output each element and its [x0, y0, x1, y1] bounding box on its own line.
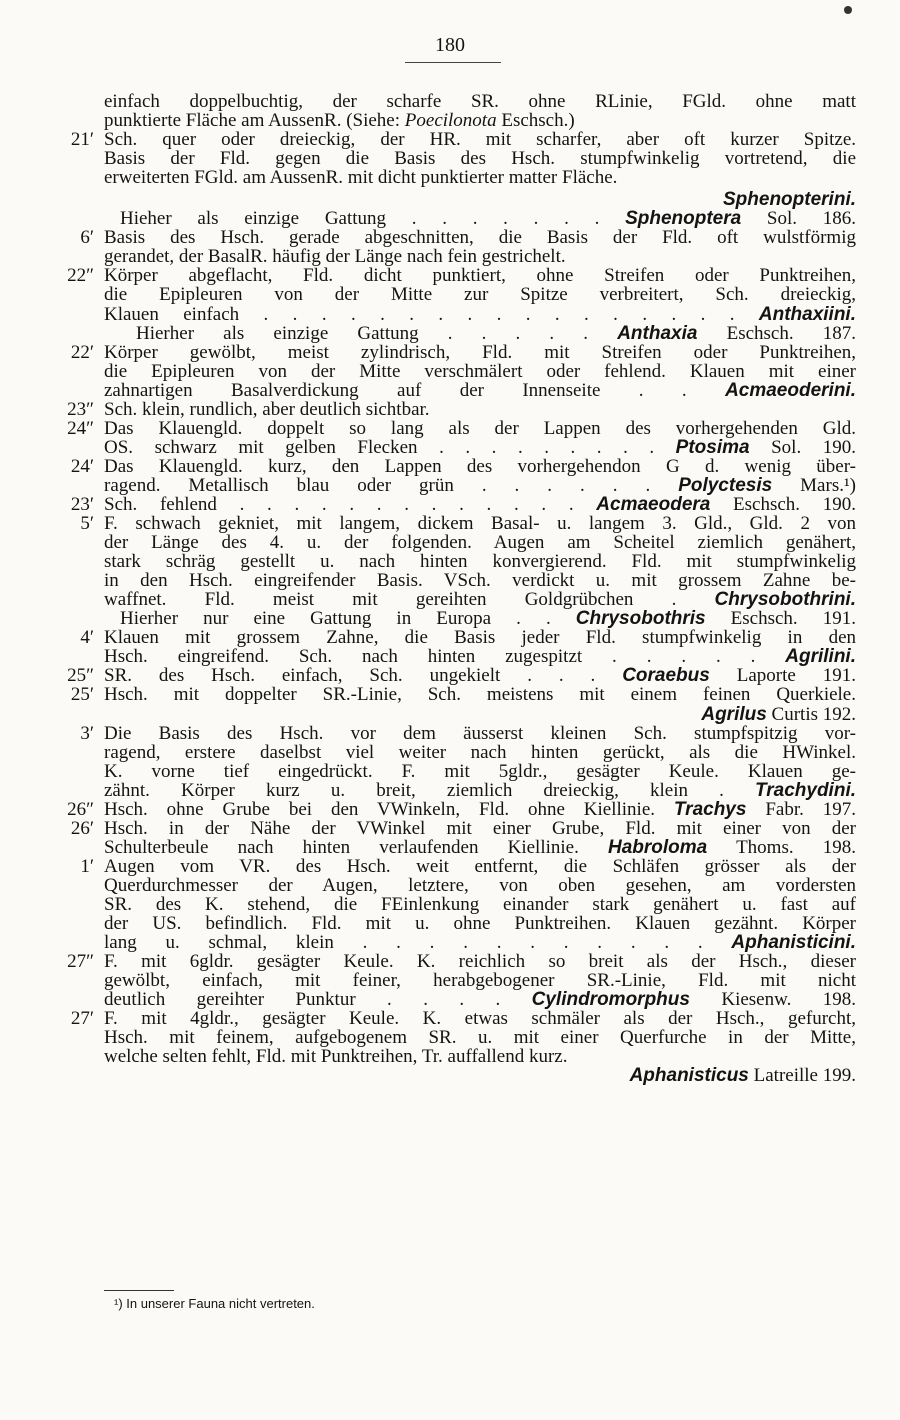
line-text [104, 92, 856, 111]
couplet-number: 5′ [80, 513, 94, 535]
text-segment: F. mit 6gldr. gesägter Keule. K. reichlich so breit als der Hsch., dieser [104, 951, 856, 973]
taxon-name: Aphanisticini. [731, 932, 856, 954]
text-segment: Fabr. 197. [746, 798, 856, 820]
line-text [104, 285, 856, 304]
text-line [0, 762, 900, 781]
text-segment: Hsch. mit doppelter SR.-Linie, Sch. meistens mit einem feinen Querkiele. [104, 684, 856, 706]
text-segment: Latreille 199. [748, 1065, 856, 1087]
line-text [136, 324, 856, 343]
line-text [104, 876, 856, 895]
text-line [0, 149, 900, 168]
text-segment: Hsch. in der Nähe der VWinkel mit einer Grube, Fld. mit einer von der [104, 817, 856, 839]
line-text [104, 111, 856, 130]
line-text [104, 1047, 856, 1066]
text-line [0, 168, 900, 187]
text-line [0, 724, 900, 743]
text-line [0, 92, 900, 111]
line-text [104, 552, 856, 571]
line-text [104, 362, 856, 381]
text-segment: Sol. 186. [741, 208, 856, 230]
taxon-name: Acmaeoderini. [725, 379, 856, 401]
text-segment: Mars.¹) [772, 474, 856, 496]
text-line [0, 800, 900, 819]
text-line [0, 533, 900, 552]
text-segment: Augen vom VR. des Hsch. weit entfernt, die Schläfen grösser als der [104, 855, 856, 877]
text-line [0, 590, 900, 609]
text-line [0, 266, 900, 285]
line-text [104, 1066, 856, 1085]
text-line [0, 1047, 900, 1066]
taxon-name: Anthaxiini. [758, 303, 856, 325]
line-text [104, 266, 856, 285]
text-line [0, 705, 900, 724]
couplet-number: 27″ [67, 951, 94, 973]
line-text [104, 514, 856, 533]
text-segment: gerandet, der BasalR. häufig der Länge nach fein gestrichelt. [104, 246, 566, 268]
line-text [104, 857, 856, 876]
text-segment: Hsch. mit feinem, aufgebogenem SR. u. mit einer Querfurche in der Mitte, [104, 1027, 856, 1049]
line-text [104, 724, 856, 743]
text-segment: Sol. 190. [749, 436, 856, 458]
taxon-name: Coraebus [622, 665, 710, 687]
line-text [104, 305, 856, 324]
line-text [104, 419, 856, 438]
text-line [0, 457, 900, 476]
text-segment: Klauen mit grossem Zahne, die Basis jeder Fld. stumpfwinkelig in den [104, 627, 856, 649]
couplet-number: 26″ [67, 798, 94, 820]
text-line [0, 209, 900, 228]
text-line [0, 400, 900, 419]
text-segment: Hsch. eingreifend. Sch. nach hinten zugespitzt . . . . . [104, 646, 786, 668]
line-text [104, 743, 856, 762]
text-line [0, 857, 900, 876]
text-segment: ragend, erstere daselbst viel weiter nach hinten gerückt, als die HWinkel. [104, 741, 856, 763]
text-line [0, 666, 900, 685]
text-line [0, 819, 900, 838]
text-line [0, 609, 900, 628]
couplet-number: 24′ [70, 455, 94, 477]
text-line [0, 476, 900, 495]
line-text [104, 838, 856, 857]
taxon-name: Agrilus [701, 703, 767, 725]
text-segment: zähnt. Körper kurz u. breit, ziemlich dreieckig, klein . [104, 779, 755, 801]
text-line [0, 647, 900, 666]
taxon-name: Chrysobothrini. [714, 589, 856, 611]
text-segment: deutlich gereihter Punktur . . . . [104, 989, 532, 1011]
line-text [104, 247, 856, 266]
taxon-name: Chrysobothris [575, 608, 706, 630]
line-text [104, 1028, 856, 1047]
text-segment: punktierte Fläche am AussenR. (Siehe: [104, 110, 405, 132]
line-text [104, 168, 856, 187]
key-entries [0, 92, 900, 1085]
couplet-number: 23″ [67, 398, 94, 420]
couplet-number: 1′ [80, 855, 94, 877]
taxon-name: Trachydini. [754, 779, 856, 801]
text-segment: ragend. Metallisch blau oder grün . . . . . . [104, 474, 679, 496]
text-segment: Hsch. ohne Grube bei den VWinkeln, Fld. ohne Kiellinie. [104, 798, 674, 820]
page-number: 180 [435, 34, 465, 56]
text-line [0, 495, 900, 514]
line-text [104, 914, 856, 933]
text-segment: welche selten fehlt, Fld. mit Punktreihen, Tr. auffallend kurz. [104, 1046, 568, 1068]
text-segment: zahnartigen Basalverdickung auf der Innenseite . . [104, 379, 726, 401]
text-line [0, 190, 900, 209]
footnote: ¹) In unserer Fauna nicht vertreten. [114, 1296, 315, 1311]
couplet-number: 27′ [70, 1008, 94, 1030]
taxon-name: Sphenoptera [625, 208, 742, 230]
text-line [0, 419, 900, 438]
line-text [104, 149, 856, 168]
text-segment: Hierher als einzige Gattung . . . . . [136, 322, 618, 344]
line-text [104, 228, 856, 247]
taxon-name: Sphenopterini. [723, 189, 856, 211]
line-text [104, 343, 856, 362]
taxon-name: Ptosima [675, 436, 750, 458]
text-line [0, 971, 900, 990]
text-segment: Eschsch. 191. [705, 608, 856, 630]
text-segment: der US. befindlich. Fld. mit u. ohne Punktreihen. Klauen gezähnt. Körper [104, 913, 856, 935]
ink-speck [844, 6, 852, 14]
line-text [104, 457, 856, 476]
text-segment: Das Klauengld. doppelt so lang als der Lappen des vorhergehenden Gld. [104, 417, 856, 439]
line-text [104, 952, 856, 971]
text-segment: lang u. schmal, klein . . . . . . . . . . . [104, 932, 732, 954]
line-text [120, 209, 856, 228]
couplet-number: 3′ [80, 722, 94, 744]
text-line [0, 933, 900, 952]
text-segment: Körper gewölbt, meist zylindrisch, Fld. mit Streifen oder Punktreihen, [104, 341, 856, 363]
taxon-name: Aphanisticus [629, 1065, 749, 1087]
line-text [120, 609, 856, 628]
line-text [104, 476, 856, 495]
text-line [0, 895, 900, 914]
text-segment: K. vorne tief eingedrückt. F. mit 5gldr., gesägter Keule. Klauen ge- [104, 760, 856, 782]
taxon-name: Polyctesis [678, 474, 773, 496]
couplet-number: 25′ [70, 684, 94, 706]
taxon-name: Cylindromorphus [531, 989, 690, 1011]
couplet-number: 25″ [67, 665, 94, 687]
text-segment: Körper abgeflacht, Fld. dicht punktiert, ohne Streifen oder Punktreihen, [104, 265, 856, 287]
text-segment: F. schwach gekniet, mit langem, dickem Basal- u. langem 3. Gld., Gld. 2 von [104, 513, 856, 535]
text-segment: waffnet. Fld. meist mit gereihten Goldgrübchen . [104, 589, 715, 611]
text-segment: SR. des K. stehend, die FEinlenkung einander stark genähert u. fast auf [104, 893, 856, 915]
text-line [0, 1028, 900, 1047]
line-text [104, 971, 856, 990]
couplet-number: 22′ [70, 341, 94, 363]
text-segment: F. mit 4gldr., gesägter Keule. K. etwas schmäler als der Hsch., gefurcht, [104, 1008, 856, 1030]
line-text [104, 647, 856, 666]
text-line [0, 628, 900, 647]
text-segment: Hierher nur eine Gattung in Europa . . [120, 608, 576, 630]
footnote-rule [104, 1290, 174, 1291]
text-line [0, 228, 900, 247]
line-text [104, 533, 856, 552]
text-line [0, 514, 900, 533]
text-line [0, 552, 900, 571]
text-line [0, 343, 900, 362]
text-line [0, 285, 900, 304]
line-text [104, 381, 856, 400]
couplet-number: 23′ [70, 493, 94, 515]
text-segment: gewölbt, einfach, mit feiner, herabgebogener SR.-Linie, Fld. mit nicht [104, 970, 856, 992]
text-segment: Laporte 191. [709, 665, 856, 687]
couplet-number: 6′ [80, 227, 94, 249]
text-segment: in den Hsch. eingreifender Basis. VSch. verdickt u. mit grossem Zahne be- [104, 570, 856, 592]
text-line [0, 685, 900, 704]
line-text [104, 571, 856, 590]
text-line [0, 1066, 900, 1085]
line-text [104, 130, 856, 149]
italic-taxon: Poecilonota [404, 110, 497, 132]
text-segment: stark schräg gestellt u. nach hinten konvergierend. Fld. mit stumpfwinkelig [104, 551, 856, 573]
text-line [0, 247, 900, 266]
text-segment: einfach doppelbuchtig, der scharfe SR. ohne RLinie, FGld. ohne matt [104, 91, 856, 112]
couplet-number: 22″ [67, 265, 94, 287]
text-segment: die Epipleuren von der Mitte verschmälert oder fehlend. Klauen mit einer [104, 360, 856, 382]
text-line [0, 876, 900, 895]
line-text [104, 190, 856, 209]
text-line [0, 362, 900, 381]
text-segment: Basis des Hsch. gerade abgeschnitten, die Basis der Fld. oft wulstförmig [104, 227, 856, 249]
line-text [104, 781, 856, 800]
line-text [104, 1009, 856, 1028]
couplet-number: 4′ [80, 627, 94, 649]
couplet-number: 24″ [67, 417, 94, 439]
text-line [0, 381, 900, 400]
text-line [0, 952, 900, 971]
text-line [0, 324, 900, 343]
taxon-name: Habroloma [608, 836, 708, 858]
line-text [104, 666, 856, 685]
taxon-name: Trachys [673, 798, 747, 820]
text-line [0, 438, 900, 457]
text-line [0, 111, 900, 130]
line-text [104, 990, 856, 1009]
taxon-name: Acmaeodera [596, 493, 711, 515]
text-segment: Schulterbeule nach hinten verlaufenden Kiellinie. [104, 836, 608, 858]
text-line [0, 838, 900, 857]
taxon-name: Agrilini. [785, 646, 856, 668]
text-line [0, 130, 900, 149]
text-segment: Die Basis des Hsch. vor dem äusserst kleinen Sch. stumpfspitzig vor- [104, 722, 856, 744]
text-segment: der Länge des 4. u. der folgenden. Augen am Scheitel ziemlich genähert, [104, 532, 856, 554]
text-segment: Thoms. 198. [707, 836, 856, 858]
line-text [104, 628, 856, 647]
line-text [104, 590, 856, 609]
text-segment: Curtis 192. [766, 703, 856, 725]
text-segment: Eschsch. 187. [697, 322, 856, 344]
text-segment: Hieher als einzige Gattung . . . . . . . [120, 208, 626, 230]
text-segment: Sch. fehlend . . . . . . . . . . . . . [104, 493, 597, 515]
text-segment: Kiesenw. 198. [689, 989, 856, 1011]
text-line [0, 743, 900, 762]
text-line [0, 1009, 900, 1028]
text-segment: SR. des Hsch. einfach, Sch. ungekielt . . . [104, 665, 623, 687]
text-segment: OS. schwarz mit gelben Flecken . . . . . . . . . [104, 436, 676, 458]
line-text [104, 819, 856, 838]
couplet-number: 26′ [70, 817, 94, 839]
text-line [0, 781, 900, 800]
taxon-name: Anthaxia [617, 322, 698, 344]
text-line [0, 990, 900, 1009]
text-segment: die Epipleuren von der Mitte zur Spitze verbreitert, Sch. dreieckig, [104, 284, 856, 306]
line-text [104, 705, 856, 724]
text-segment: Eschsch.) [496, 110, 575, 132]
text-line [0, 914, 900, 933]
line-text [104, 495, 856, 514]
line-text [104, 438, 856, 457]
text-segment: Sch. quer oder dreieckig, der HR. mit scharfer, aber oft kurzer Spitze. [104, 129, 856, 151]
text-segment: Querdurchmesser der Augen, letztere, von oben gesehen, am vordersten [104, 874, 856, 896]
text-segment: Sch. klein, rundlich, aber deutlich sichtbar. [104, 398, 430, 420]
line-text [104, 933, 856, 952]
line-text [104, 400, 856, 419]
header-rule [405, 62, 501, 63]
text-segment: Eschsch. 190. [710, 493, 856, 515]
text-segment: Klauen einfach . . . . . . . . . . . . . . . . . [104, 303, 759, 325]
text-line [0, 571, 900, 590]
text-segment: Das Klauengld. kurz, den Lappen des vorhergehendon G d. wenig über- [104, 455, 856, 477]
line-text [104, 762, 856, 781]
text-line [0, 305, 900, 324]
text-segment: erweiterten FGld. am AussenR. mit dicht punktierter matter Fläche. [104, 167, 618, 189]
line-text [104, 685, 856, 704]
line-text [104, 895, 856, 914]
couplet-number: 21′ [70, 129, 94, 151]
line-text [104, 800, 856, 819]
text-segment: Basis der Fld. gegen die Basis des Hsch. stumpfwinkelig vortretend, die [104, 148, 856, 170]
